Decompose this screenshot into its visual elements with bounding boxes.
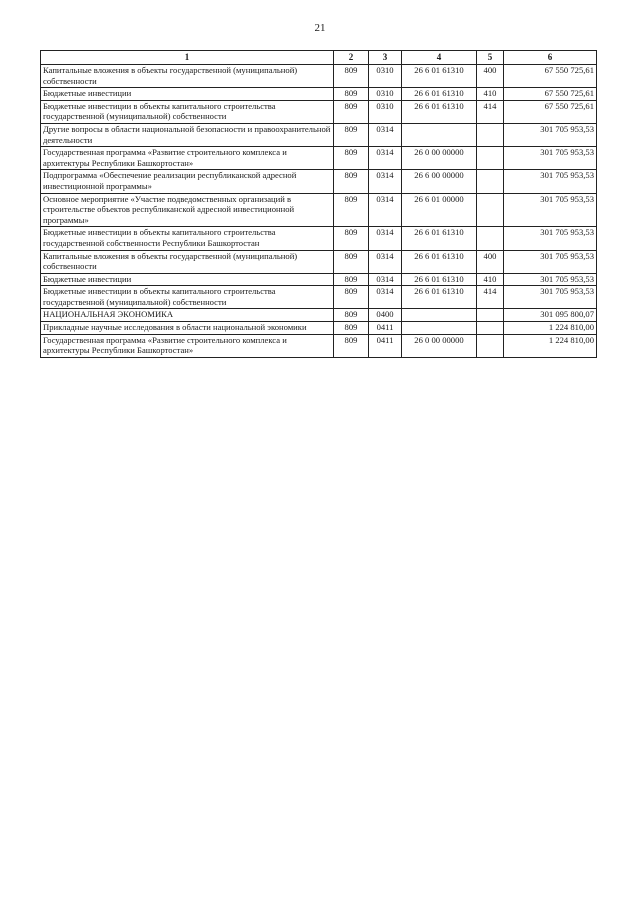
table-row [41, 170, 597, 193]
row-amount: 301 705 953,53 [504, 147, 597, 170]
row-target-code: 26 6 01 61310 [402, 227, 477, 250]
row-name: Прикладные научные исследования в области национальной экономики [41, 322, 334, 335]
row-section-code: 0310 [369, 65, 402, 88]
row-name: Капитальные вложения в объекты государственной (муниципальной) собственности [41, 250, 334, 273]
row-name: Подпрограмма «Обеспечение реализации республиканской адресной инвестиционной программы» [41, 170, 334, 193]
row-amount: 301 705 953,53 [504, 227, 597, 250]
row-amount: 1 224 810,00 [504, 322, 597, 335]
column-header-1: 1 [41, 51, 334, 65]
row-name: Основное мероприятие «Участие подведомственных организаций в строительстве объектов республиканской адресной инвестиционной программы» [41, 193, 334, 227]
row-target-code: 26 0 00 00000 [402, 147, 477, 170]
column-header-6: 6 [504, 51, 597, 65]
column-header-2: 2 [334, 51, 369, 65]
row-amount: 301 705 953,53 [504, 250, 597, 273]
row-target-code: 26 6 01 61310 [402, 286, 477, 309]
row-target-code: 26 6 01 61310 [402, 88, 477, 101]
row-ministry-code: 809 [334, 88, 369, 101]
table-header-row [41, 51, 597, 65]
row-section-code: 0310 [369, 88, 402, 101]
row-expense-type: 414 [477, 100, 504, 123]
row-section-code: 0411 [369, 334, 402, 357]
row-amount: 301 095 800,07 [504, 309, 597, 322]
table-row [41, 100, 597, 123]
row-expense-type [477, 123, 504, 146]
budget-table [40, 50, 597, 358]
row-expense-type [477, 170, 504, 193]
row-name: НАЦИОНАЛЬНАЯ ЭКОНОМИКА [41, 309, 334, 322]
row-amount: 301 705 953,53 [504, 286, 597, 309]
row-ministry-code: 809 [334, 123, 369, 146]
row-expense-type [477, 193, 504, 227]
row-amount: 67 550 725,61 [504, 100, 597, 123]
row-section-code: 0310 [369, 100, 402, 123]
row-expense-type: 414 [477, 286, 504, 309]
row-name: Бюджетные инвестиции в объекты капитального строительства государственной (муниципальной) собственности [41, 100, 334, 123]
column-header-5: 5 [477, 51, 504, 65]
row-ministry-code: 809 [334, 286, 369, 309]
row-section-code: 0411 [369, 322, 402, 335]
row-expense-type: 410 [477, 273, 504, 286]
row-amount: 301 705 953,53 [504, 193, 597, 227]
row-section-code: 0314 [369, 123, 402, 146]
row-section-code: 0314 [369, 170, 402, 193]
row-name: Другие вопросы в области национальной безопасности и правоохранительной деятельности [41, 123, 334, 146]
row-section-code: 0400 [369, 309, 402, 322]
table-row [41, 147, 597, 170]
row-name: Бюджетные инвестиции [41, 273, 334, 286]
row-target-code: 26 6 01 61310 [402, 273, 477, 286]
row-target-code: 26 6 01 61310 [402, 100, 477, 123]
row-name: Капитальные вложения в объекты государственной (муниципальной) собственности [41, 65, 334, 88]
row-ministry-code: 809 [334, 170, 369, 193]
row-name: Государственная программа «Развитие строительного комплекса и архитектуры Республики Башкортостан» [41, 334, 334, 357]
row-ministry-code: 809 [334, 147, 369, 170]
row-section-code: 0314 [369, 147, 402, 170]
table-row [41, 193, 597, 227]
row-target-code [402, 309, 477, 322]
row-ministry-code: 809 [334, 250, 369, 273]
row-target-code: 26 6 01 61310 [402, 250, 477, 273]
table-row [41, 273, 597, 286]
row-name: Государственная программа «Развитие строительного комплекса и архитектуры Республики Башкортостан» [41, 147, 334, 170]
row-target-code [402, 322, 477, 335]
row-expense-type: 410 [477, 88, 504, 101]
table-row [41, 65, 597, 88]
row-ministry-code: 809 [334, 65, 369, 88]
row-name: Бюджетные инвестиции в объекты капитального строительства государственной собственности Республики Башкортостан [41, 227, 334, 250]
row-ministry-code: 809 [334, 322, 369, 335]
table-row [41, 227, 597, 250]
row-amount: 301 705 953,53 [504, 123, 597, 146]
row-section-code: 0314 [369, 286, 402, 309]
table-row [41, 334, 597, 357]
table-row [41, 123, 597, 146]
row-expense-type: 400 [477, 250, 504, 273]
column-header-3: 3 [369, 51, 402, 65]
row-expense-type [477, 147, 504, 170]
table-row [41, 250, 597, 273]
row-ministry-code: 809 [334, 193, 369, 227]
table-row [41, 88, 597, 101]
row-expense-type [477, 322, 504, 335]
row-section-code: 0314 [369, 193, 402, 227]
row-section-code: 0314 [369, 250, 402, 273]
row-amount: 1 224 810,00 [504, 334, 597, 357]
row-expense-type [477, 334, 504, 357]
row-target-code [402, 123, 477, 146]
row-expense-type [477, 227, 504, 250]
row-target-code: 26 6 01 61310 [402, 65, 477, 88]
row-ministry-code: 809 [334, 227, 369, 250]
row-ministry-code: 809 [334, 309, 369, 322]
row-section-code: 0314 [369, 273, 402, 286]
row-target-code: 26 6 00 00000 [402, 170, 477, 193]
row-amount: 67 550 725,61 [504, 65, 597, 88]
row-name: Бюджетные инвестиции [41, 88, 334, 101]
table-row [41, 309, 597, 322]
table-row [41, 286, 597, 309]
table-row [41, 322, 597, 335]
row-section-code: 0314 [369, 227, 402, 250]
row-target-code: 26 6 01 00000 [402, 193, 477, 227]
row-expense-type: 400 [477, 65, 504, 88]
row-ministry-code: 809 [334, 100, 369, 123]
row-expense-type [477, 309, 504, 322]
row-ministry-code: 809 [334, 273, 369, 286]
row-name: Бюджетные инвестиции в объекты капитального строительства государственной (муниципальной) собственности [41, 286, 334, 309]
row-amount: 301 705 953,53 [504, 273, 597, 286]
page-number: 21 [314, 22, 326, 34]
column-header-4: 4 [402, 51, 477, 65]
row-amount: 67 550 725,61 [504, 88, 597, 101]
row-amount: 301 705 953,53 [504, 170, 597, 193]
row-target-code: 26 0 00 00000 [402, 334, 477, 357]
row-ministry-code: 809 [334, 334, 369, 357]
